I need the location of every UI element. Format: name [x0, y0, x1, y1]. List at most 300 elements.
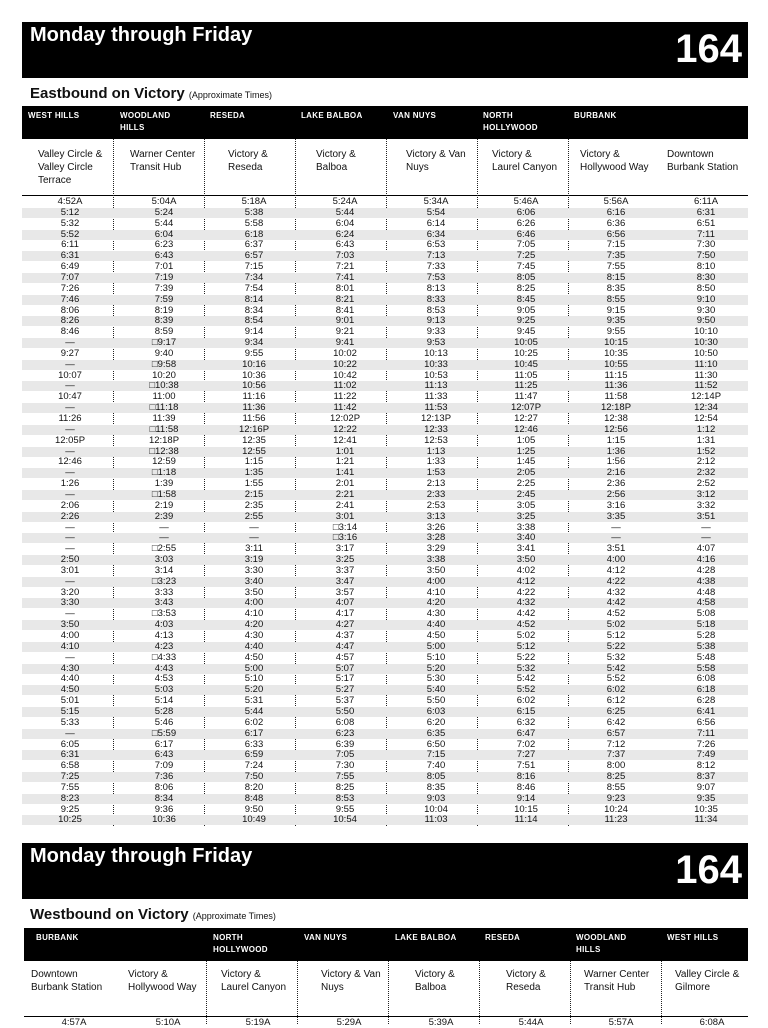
eastbound-time-cell: 9:30	[696, 304, 716, 316]
eastbound-time-cell: 1:39	[154, 478, 174, 490]
eastbound-time-cell: 9:14	[516, 792, 536, 804]
eastbound-time-cell: 5:20	[426, 662, 446, 674]
eastbound-time-cell: 6:04	[335, 217, 355, 229]
eastbound-time-cell: 6:43	[335, 239, 355, 251]
eastbound-time-cell: 9:50	[244, 803, 264, 815]
eastbound-time-cell: —	[611, 532, 621, 544]
eastbound-time-cell: 4:16	[696, 554, 716, 566]
eastbound-time-cell: 3:37	[335, 564, 355, 576]
eastbound-time-cell: —	[249, 521, 259, 533]
eastbound-time-cell: 9:35	[606, 315, 626, 327]
eastbound-time-cell: 7:45	[516, 261, 536, 273]
eastbound-time-cell: 4:52A	[57, 196, 83, 207]
eastbound-time-cell: 5:58	[696, 662, 716, 674]
eastbound-schedule-row	[22, 316, 748, 326]
eastbound-time-cell: 3:51	[696, 510, 716, 522]
eastbound-time-cell: 1:25	[516, 445, 536, 457]
eastbound-time-cell: 4:32	[606, 586, 626, 598]
westbound-area-van-nuys: VAN NUYS	[304, 933, 348, 942]
eastbound-time-cell: 6:50	[426, 738, 446, 750]
eastbound-schedule-row	[22, 251, 748, 261]
eastbound-time-cell: 5:52	[606, 673, 626, 685]
eastbound-time-cell: 2:05	[516, 467, 536, 479]
eastbound-time-cell: □9:58	[151, 358, 177, 370]
eastbound-time-cell: 4:38	[696, 575, 716, 587]
eastbound-time-cell: 4:30	[60, 662, 80, 674]
eastbound-time-cell: 5:32	[606, 651, 626, 663]
eastbound-schedule-row	[22, 729, 748, 739]
eastbound-time-cell: 12:27	[514, 413, 538, 424]
eastbound-time-cell: 11:42	[333, 402, 357, 414]
westbound-time-cell: 5:29A	[336, 1017, 362, 1028]
eastbound-time-cell: 5:10	[244, 673, 264, 685]
eastbound-time-cell: 5:10	[426, 651, 446, 663]
eastbound-schedule-row	[22, 371, 748, 381]
eastbound-schedule-row	[22, 490, 748, 500]
eastbound-time-cell: 8:15	[606, 271, 626, 283]
eastbound-time-cell: 6:06	[516, 206, 536, 218]
eastbound-time-cell: —	[65, 488, 75, 500]
eastbound-time-cell: 6:33	[244, 738, 264, 750]
eastbound-time-cell: 3:38	[426, 554, 446, 566]
eastbound-time-cell: —	[65, 608, 75, 620]
eastbound-time-cell: 10:47	[58, 391, 82, 403]
eastbound-time-cell: —	[65, 402, 75, 414]
eastbound-time-cell: 6:08	[335, 716, 355, 728]
eastbound-time-cell: 4:52	[516, 619, 536, 631]
eastbound-time-cell: 8:30	[696, 271, 716, 283]
eastbound-time-cell: —	[65, 543, 75, 555]
eastbound-time-cell: —	[159, 521, 169, 533]
eastbound-time-cell: 5:22	[606, 640, 626, 652]
eastbound-time-cell: 2:26	[60, 510, 80, 522]
eastbound-time-cell: 8:54	[244, 315, 264, 327]
eastbound-time-cell: 10:25	[58, 814, 82, 826]
eastbound-schedule-row	[22, 740, 748, 750]
eastbound-time-cell: 8:55	[606, 781, 626, 793]
eastbound-time-cell: 9:25	[516, 315, 536, 327]
eastbound-time-cell: 3:33	[154, 586, 174, 598]
eastbound-time-cell: 5:15	[60, 705, 80, 717]
eastbound-schedule-row	[22, 338, 748, 348]
eastbound-time-cell: 8:13	[426, 282, 446, 294]
eastbound-time-cell: 5:44	[154, 217, 174, 229]
eastbound-schedule-row	[22, 523, 748, 533]
eastbound-schedule-row	[22, 674, 748, 684]
eastbound-time-cell: 7:19	[154, 271, 174, 283]
eastbound-time-cell: 11:56	[242, 413, 266, 424]
eastbound-time-cell: 8:20	[244, 781, 264, 793]
eastbound-time-cell: 1:55	[244, 478, 264, 490]
eastbound-schedule-row	[22, 436, 748, 446]
westbound-area-west-hills: WEST HILLS	[667, 933, 719, 942]
eastbound-time-cell: 6:05	[60, 738, 80, 750]
eastbound-time-cell: 7:05	[516, 239, 536, 251]
eastbound-time-cell: 4:28	[696, 564, 716, 576]
eastbound-schedule-row	[22, 262, 748, 272]
eastbound-schedule-row	[22, 381, 748, 391]
eastbound-time-cell: —	[65, 651, 75, 663]
eastbound-time-cell: —	[65, 337, 75, 349]
eastbound-schedule-row	[22, 230, 748, 240]
eastbound-time-cell: 10:33	[424, 358, 448, 370]
eastbound-time-cell: —	[701, 521, 711, 533]
eastbound-time-cell: 9:07	[696, 781, 716, 793]
eastbound-schedule-row	[22, 197, 748, 207]
eastbound-time-cell: □3:14	[332, 521, 358, 533]
eastbound-time-cell: 5:50	[426, 695, 446, 707]
eastbound-time-cell: 8:39	[154, 315, 174, 327]
eastbound-time-cell: 11:13	[424, 380, 448, 392]
eastbound-time-cell: 6:04	[154, 228, 174, 240]
eastbound-time-cell: 4:48	[696, 586, 716, 598]
eastbound-schedule-row	[22, 360, 748, 370]
eastbound-schedule-row	[22, 447, 748, 457]
eastbound-time-cell: 2:55	[244, 510, 264, 522]
eastbound-time-cell: 6:41	[696, 705, 716, 717]
eastbound-time-cell: 3:26	[426, 521, 446, 533]
eastbound-time-cell: 9:53	[426, 337, 446, 349]
eastbound-time-cell: 3:03	[154, 554, 174, 566]
eastbound-time-cell: 6:57	[606, 727, 626, 739]
westbound-stop-downtown-burbank: Downtown Burbank Station	[31, 969, 103, 993]
eastbound-time-cell: 3:40	[244, 575, 264, 587]
eastbound-time-cell: 8:21	[335, 293, 355, 305]
eastbound-time-cell: 11:36	[604, 380, 628, 392]
eastbound-time-cell: 5:31	[244, 695, 264, 707]
westbound-stop-valley-circle-gilmore: Valley Circle & Gilmore	[675, 969, 740, 993]
eastbound-time-cell: 5:12	[60, 206, 80, 218]
eastbound-time-cell: 6:25	[606, 705, 626, 717]
eastbound-schedule-row	[22, 794, 748, 804]
eastbound-schedule-row	[22, 696, 748, 706]
eastbound-time-cell: 8:06	[60, 304, 80, 316]
eastbound-schedule-row	[22, 425, 748, 435]
eastbound-time-cell: 4:57	[335, 651, 355, 663]
eastbound-time-cell: 10:10	[694, 326, 718, 338]
eastbound-time-cell: 11:30	[694, 369, 718, 381]
eastbound-time-cell: 9:34	[244, 337, 264, 349]
eastbound-time-cell: 6:31	[696, 206, 716, 218]
westbound-area-reseda: RESEDA	[485, 933, 521, 942]
eastbound-time-cell: 8:00	[606, 760, 626, 772]
eastbound-time-cell: 5:54	[426, 206, 446, 218]
eastbound-time-cell: 6:17	[244, 727, 264, 739]
eastbound-time-cell: 5:44	[244, 705, 264, 717]
eastbound-time-cell: 5:58	[244, 217, 264, 229]
eastbound-time-cell: 11:23	[604, 814, 628, 826]
eastbound-time-cell: 9:21	[335, 326, 355, 338]
eastbound-time-cell: 5:34A	[423, 196, 449, 207]
eastbound-time-cell: □5:59	[151, 727, 177, 739]
eastbound-time-cell: 4:07	[696, 543, 716, 555]
eastbound-time-cell: 4:27	[335, 619, 355, 631]
eastbound-time-cell: 3:12	[696, 488, 716, 500]
eastbound-time-cell: 3:41	[516, 543, 536, 555]
eastbound-time-cell: 12:22	[333, 423, 357, 435]
eastbound-time-cell: 4:50	[426, 630, 446, 641]
eastbound-time-cell: 2:19	[154, 499, 174, 511]
eastbound-time-cell: 4:00	[244, 597, 264, 609]
westbound-column-divider	[297, 961, 298, 1024]
eastbound-schedule-row	[22, 598, 748, 608]
eastbound-schedule-row	[22, 620, 748, 630]
westbound-stop-victory-van-nuys: Victory & Van Nuys	[321, 969, 381, 993]
eastbound-time-cell: 8:35	[426, 781, 446, 793]
eastbound-time-cell: 4:07	[335, 597, 355, 609]
eastbound-time-cell: 6:42	[606, 716, 626, 728]
eastbound-schedule-row	[22, 577, 748, 587]
eastbound-schedule-row	[22, 208, 748, 218]
eastbound-time-cell: □11:58	[149, 423, 179, 435]
westbound-stop-victory-laurel-canyon: Victory & Laurel Canyon	[221, 969, 287, 993]
eastbound-time-cell: 5:46A	[513, 196, 539, 207]
eastbound-days: Monday through Friday	[30, 24, 253, 46]
eastbound-area-burbank: BURBANK	[574, 111, 617, 120]
eastbound-time-cell: 1:26	[60, 478, 80, 490]
eastbound-time-cell: 6:56	[696, 716, 716, 728]
westbound-time-cell: 5:44A	[518, 1017, 544, 1028]
eastbound-time-cell: 10:15	[514, 803, 538, 815]
eastbound-time-cell: 3:20	[60, 586, 80, 598]
eastbound-time-cell: 10:15	[604, 337, 628, 349]
eastbound-area-woodland-hills: WOODLAND HILLS	[120, 111, 171, 132]
eastbound-time-cell: 5:20	[244, 684, 264, 696]
eastbound-time-cell: 7:53	[426, 271, 446, 283]
eastbound-time-cell: 4:02	[516, 564, 536, 576]
eastbound-time-cell: 11:34	[694, 814, 718, 826]
eastbound-time-cell: 7:15	[244, 261, 264, 273]
eastbound-time-cell: 4:20	[244, 619, 264, 631]
eastbound-time-cell: 8:26	[60, 315, 80, 327]
eastbound-time-cell: 3:35	[606, 510, 626, 522]
eastbound-time-cell: 11:53	[424, 402, 448, 414]
eastbound-time-cell: 8:16	[516, 771, 536, 783]
eastbound-time-cell: 6:31	[60, 749, 80, 761]
eastbound-time-cell: 3:29	[426, 543, 446, 555]
eastbound-time-cell: 5:00	[244, 662, 264, 674]
eastbound-time-cell: 12:35	[242, 434, 266, 446]
eastbound-time-cell: 8:37	[696, 771, 716, 783]
eastbound-schedule-row	[22, 772, 748, 782]
eastbound-time-cell: 7:35	[606, 250, 626, 262]
eastbound-time-cell: 3:50	[516, 554, 536, 566]
eastbound-time-cell: —	[65, 467, 75, 479]
eastbound-schedule-row	[22, 588, 748, 598]
eastbound-time-cell: 7:37	[606, 749, 626, 761]
eastbound-time-cell: 1:31	[696, 434, 716, 446]
westbound-area-woodland-hills: WOODLAND HILLS	[576, 933, 627, 954]
eastbound-time-cell: 3:30	[244, 564, 264, 576]
eastbound-time-cell: 4:13	[154, 630, 174, 641]
eastbound-time-cell: 5:56A	[603, 196, 629, 207]
eastbound-time-cell: 3:25	[335, 554, 355, 566]
eastbound-time-cell: 1:41	[335, 467, 355, 479]
eastbound-time-cell: 8:01	[335, 282, 355, 294]
eastbound-time-cell: 3:13	[426, 510, 446, 522]
eastbound-time-cell: —	[65, 575, 75, 587]
eastbound-time-cell: 9:23	[606, 792, 626, 804]
eastbound-time-cell: 4:17	[335, 608, 355, 620]
eastbound-time-cell: 7:13	[426, 250, 446, 262]
eastbound-time-cell: 3:50	[244, 586, 264, 598]
westbound-time-cell: 4:57A	[61, 1017, 87, 1028]
eastbound-time-cell: 4:00	[606, 554, 626, 566]
eastbound-note: (Approximate Times)	[188, 90, 272, 100]
eastbound-time-cell: 2:21	[335, 488, 355, 500]
eastbound-time-cell: 8:41	[335, 304, 355, 316]
eastbound-time-cell: 8:34	[244, 304, 264, 316]
eastbound-time-cell: 3:40	[516, 532, 536, 544]
eastbound-time-cell: 12:07P	[510, 402, 542, 414]
eastbound-time-cell: 3:32	[696, 499, 716, 511]
eastbound-schedule-row	[22, 414, 748, 424]
westbound-stop-victory-balboa: Victory & Balboa	[415, 969, 455, 993]
eastbound-time-cell: 12:02P	[329, 413, 361, 424]
eastbound-time-cell: 8:48	[244, 792, 264, 804]
eastbound-time-cell: 7:24	[244, 760, 264, 772]
eastbound-time-cell: 7:07	[60, 271, 80, 283]
eastbound-time-cell: 4:58	[696, 597, 716, 609]
eastbound-schedule-row	[22, 750, 748, 760]
eastbound-time-cell: 5:03	[154, 684, 174, 696]
eastbound-time-cell: 8:53	[426, 304, 446, 316]
eastbound-time-cell: 5:18A	[241, 196, 267, 207]
eastbound-time-cell: 11:14	[514, 814, 538, 826]
eastbound-schedule-row	[22, 501, 748, 511]
eastbound-time-cell: 8:14	[244, 293, 264, 305]
eastbound-time-cell: 4:43	[154, 662, 174, 674]
eastbound-time-cell: 2:16	[606, 467, 626, 479]
eastbound-time-cell: 9:50	[696, 315, 716, 327]
eastbound-time-cell: 5:28	[154, 705, 174, 717]
eastbound-stop-victory-van-nuys: Victory & Van Nuys	[406, 149, 466, 173]
eastbound-route-number: 164	[675, 27, 742, 71]
eastbound-time-cell: 1:35	[244, 467, 264, 479]
eastbound-time-cell: 3:11	[245, 543, 263, 555]
eastbound-time-cell: 10:55	[604, 358, 628, 370]
eastbound-time-cell: 7:25	[60, 771, 80, 783]
eastbound-time-cell: 3:05	[516, 499, 536, 511]
eastbound-time-cell: 7:49	[696, 749, 716, 761]
eastbound-time-cell: □9:17	[151, 337, 177, 349]
westbound-area-north-hollywood: NORTH HOLLYWOOD	[213, 933, 268, 954]
eastbound-time-cell: □4:33	[151, 651, 177, 663]
eastbound-time-cell: 7:54	[244, 282, 264, 294]
eastbound-time-cell: 4:42	[606, 597, 626, 609]
eastbound-time-cell: 7:09	[154, 760, 174, 772]
eastbound-time-cell: 11:36	[242, 402, 266, 414]
eastbound-area-lake-balboa: LAKE BALBOA	[301, 111, 363, 120]
eastbound-time-cell: 2:06	[60, 499, 80, 511]
eastbound-time-cell: 4:52	[606, 608, 626, 620]
eastbound-time-cell: 11:00	[152, 391, 176, 403]
eastbound-time-cell: 6:35	[426, 727, 446, 739]
eastbound-time-cell: 11:02	[333, 380, 357, 392]
eastbound-time-cell: 6:26	[516, 217, 536, 229]
eastbound-time-cell: 5:32	[516, 662, 536, 674]
eastbound-time-cell: 3:57	[335, 586, 355, 598]
eastbound-time-cell: 7:27	[516, 749, 536, 761]
eastbound-time-cell: □10:38	[149, 380, 179, 392]
eastbound-time-cell: 7:39	[154, 282, 174, 294]
eastbound-time-cell: 5:38	[244, 206, 264, 218]
eastbound-time-cell: 5:42	[606, 662, 626, 674]
eastbound-time-cell: —	[65, 380, 75, 392]
eastbound-time-cell: 10:35	[604, 347, 628, 359]
eastbound-time-cell: 7:21	[335, 261, 355, 273]
eastbound-time-cell: 4:12	[606, 564, 626, 576]
eastbound-area-west-hills: WEST HILLS	[28, 111, 80, 120]
eastbound-time-cell: 5:08	[696, 608, 716, 620]
eastbound-time-cell: 4:40	[60, 673, 80, 685]
eastbound-time-cell: 4:03	[154, 619, 174, 631]
eastbound-schedule-row	[22, 815, 748, 825]
eastbound-time-cell: 1:01	[335, 445, 355, 457]
eastbound-time-cell: 8:10	[696, 261, 716, 273]
eastbound-time-cell: 4:00	[60, 630, 80, 641]
eastbound-time-cell: —	[249, 532, 259, 544]
eastbound-time-cell: 2:35	[244, 499, 264, 511]
eastbound-schedule-row	[22, 284, 748, 294]
eastbound-time-cell: □3:16	[332, 532, 358, 544]
eastbound-schedule-row	[22, 544, 748, 554]
eastbound-time-cell: 4:23	[154, 640, 174, 652]
eastbound-time-cell: 6:43	[154, 250, 174, 262]
eastbound-time-cell: 7:51	[516, 760, 536, 772]
eastbound-time-cell: 2:53	[426, 499, 446, 511]
eastbound-time-cell: 6:11A	[693, 196, 719, 207]
eastbound-time-cell: 7:05	[335, 749, 355, 761]
eastbound-time-cell: 5:27	[335, 684, 355, 696]
eastbound-time-cell: 1:33	[426, 456, 446, 468]
eastbound-time-cell: 1:12	[696, 423, 716, 435]
eastbound-time-cell: 6:14	[426, 217, 446, 229]
eastbound-time-cell: 12:05P	[54, 434, 86, 446]
eastbound-time-cell: 5:52	[516, 684, 536, 696]
eastbound-time-cell: 1:13	[426, 445, 446, 457]
eastbound-time-cell: 4:47	[335, 640, 355, 652]
eastbound-time-cell: 6:20	[426, 716, 446, 728]
eastbound-time-cell: 6:31	[60, 250, 80, 262]
eastbound-time-cell: 3:14	[154, 564, 174, 576]
eastbound-time-cell: 11:10	[694, 358, 718, 370]
eastbound-time-cell: 5:28	[696, 630, 716, 641]
eastbound-time-cell: 9:25	[60, 803, 80, 815]
eastbound-time-cell: 3:30	[60, 597, 80, 609]
eastbound-time-cell: 1:21	[335, 456, 355, 468]
eastbound-time-cell: 5:12	[516, 640, 536, 652]
eastbound-time-cell: 6:02	[606, 684, 626, 696]
eastbound-time-cell: □3:53	[151, 608, 177, 620]
eastbound-time-cell: 2:52	[696, 478, 716, 490]
eastbound-time-cell: 3:16	[606, 499, 626, 511]
eastbound-time-cell: 6:03	[426, 705, 446, 717]
eastbound-time-cell: 2:56	[606, 488, 626, 500]
eastbound-schedule-row	[22, 631, 748, 641]
eastbound-schedule-row	[22, 392, 748, 402]
eastbound-schedule-row	[22, 653, 748, 663]
eastbound-schedule-row	[22, 219, 748, 229]
eastbound-schedule-row	[22, 273, 748, 283]
westbound-stop-victory-hollywood-way: Victory & Hollywood Way	[128, 969, 197, 993]
eastbound-schedule-row	[22, 609, 748, 619]
eastbound-time-cell: 4:50	[244, 651, 264, 663]
eastbound-time-cell: □2:55	[151, 543, 177, 555]
eastbound-time-cell: —	[159, 532, 169, 544]
eastbound-time-cell: 2:33	[426, 488, 446, 500]
eastbound-schedule-row	[22, 642, 748, 652]
